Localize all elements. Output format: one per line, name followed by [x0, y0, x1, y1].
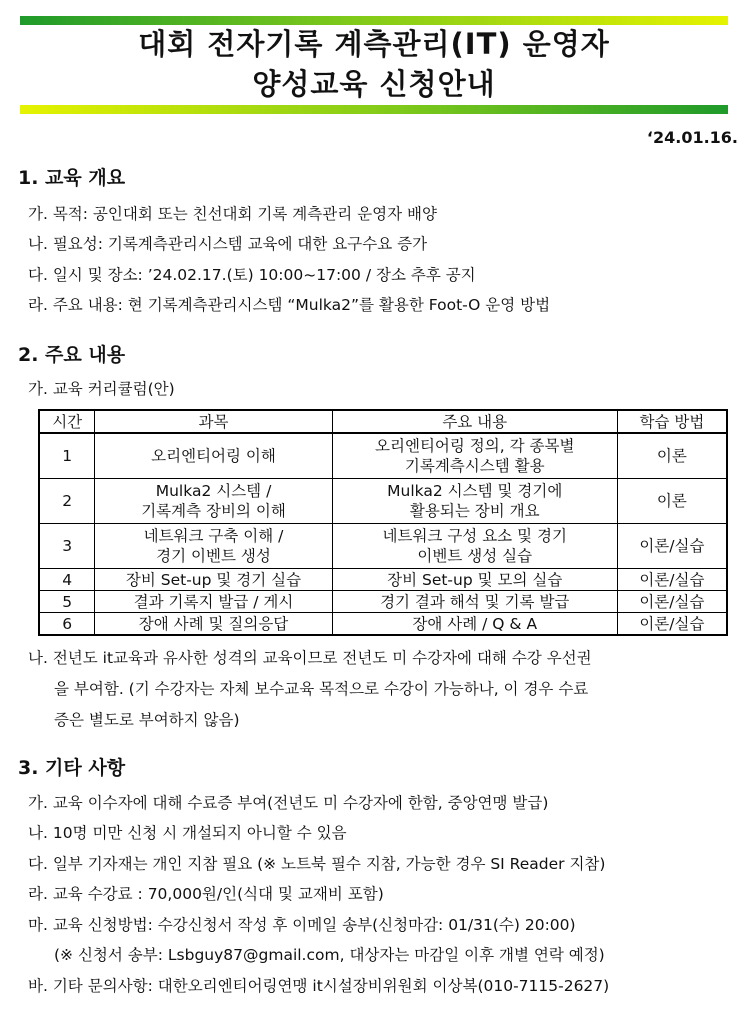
cell-time: 6	[39, 613, 95, 636]
cell-content-line: 활용되는 장비 개요	[409, 502, 540, 520]
section3-item-fee: 라. 교육 수강료 : 70,000원/인(식대 및 교재비 포함)	[28, 885, 384, 903]
cell-subject-line: 네트워크 구축 이해 /	[143, 527, 284, 545]
cell-time: 2	[39, 479, 95, 524]
cell-content: 장비 Set-up 및 모의 실습	[332, 569, 617, 591]
table-row	[39, 613, 727, 636]
cell-method: 이론/실습	[617, 591, 727, 613]
cell-method: 이론/실습	[617, 569, 727, 591]
cell-subject	[95, 524, 332, 569]
table-row	[39, 524, 727, 569]
curriculum-label: 가. 교육 커리큘럼(안)	[28, 380, 175, 398]
bottom-decorative-bar	[20, 105, 728, 114]
priority-note-line2: 을 부여함. (기 수강자는 자체 보수교육 목적으로 수강이 가능하나, 이 경우 수료	[54, 680, 589, 698]
cell-content: 경기 결과 해석 및 기록 발급	[332, 591, 617, 613]
page-title-line1: 대회 전자기록 계측관리(IT) 운영자	[138, 27, 610, 61]
cell-time: 3	[39, 524, 95, 569]
section3-item-application: 마. 교육 신청방법: 수강신청서 작성 후 이메일 송부(신청마감: 01/31(수) 20:00)	[28, 916, 576, 934]
cell-content	[332, 433, 617, 479]
cell-content	[332, 524, 617, 569]
section3-item-certificate: 가. 교육 이수자에 대해 수료증 부여(전년도 미 수강자에 한함, 중앙연맹 발급)	[28, 794, 549, 812]
cell-content	[332, 479, 617, 524]
cell-method: 이론/실습	[617, 524, 727, 569]
cell-content-line: 기록계측시스템 활용	[404, 457, 545, 475]
section1-item-necessity: 나. 필요성: 기록계측관리시스템 교육에 대한 요구수요 증가	[28, 235, 428, 253]
cell-content-line: 이벤트 생성 실습	[417, 547, 533, 565]
table-row	[39, 591, 727, 613]
priority-note-line3: 증은 별도로 부여하지 않음)	[54, 711, 240, 729]
document-date: ‘24.01.16.	[646, 128, 738, 147]
cell-subject: 결과 기록지 발급 / 게시	[95, 591, 332, 613]
top-decorative-bar	[20, 16, 728, 25]
header-method: 학습 방법	[617, 410, 727, 433]
cell-subject	[95, 479, 332, 524]
cell-subject-line: Mulka2 시스템 /	[155, 482, 272, 500]
cell-content: 장애 사례 / Q & A	[332, 613, 617, 636]
priority-note-line1: 나. 전년도 it교육과 유사한 성격의 교육이므로 전년도 미 수강자에 대해 수강 우선권	[28, 649, 592, 667]
cell-method: 이론/실습	[617, 613, 727, 636]
section3-item-email-note: (※ 신청서 송부: Lsbguy87@gmail.com, 대상자는 마감일 이후 개별 연락 예정)	[54, 946, 605, 964]
cell-time: 1	[39, 433, 95, 479]
cell-subject-line: 기록계측 장비의 이해	[141, 502, 286, 520]
page-title-line2: 양성교육 신청안내	[252, 67, 496, 101]
table-header-row	[39, 410, 727, 433]
cell-method: 이론	[617, 479, 727, 524]
header-content: 주요 내용	[332, 410, 617, 433]
cell-content-line: 네트워크 구성 요소 및 경기	[382, 527, 567, 545]
cell-subject	[95, 433, 332, 479]
section3-item-inquiry: 바. 기타 문의사항: 대한오리엔티어링연맹 it시설장비위원회 이상복(010-7115-2627)	[28, 977, 610, 995]
cell-content-line: 오리엔티어링 정의, 각 종목별	[375, 437, 575, 455]
cell-subject: 장애 사례 및 질의응답	[95, 613, 332, 636]
section1-item-purpose: 가. 목적: 공인대회 또는 친선대회 기록 계측관리 운영자 배양	[28, 205, 437, 223]
cell-subject-line: 경기 이벤트 생성	[156, 547, 271, 565]
section3-heading: 3. 기타 사항	[18, 757, 126, 779]
section3-item-equipment: 다. 일부 기자재는 개인 지참 필요 (※ 노트북 필수 지참, 가능한 경우 SI Reader 지참)	[28, 855, 606, 873]
section3-item-minimum: 나. 10명 미만 신청 시 개설되지 아니할 수 있음	[28, 824, 347, 842]
cell-method: 이론	[617, 433, 727, 479]
header-time: 시간	[39, 410, 95, 433]
table-row	[39, 569, 727, 591]
curriculum-table	[38, 409, 728, 636]
table-row	[39, 433, 727, 479]
table-row	[39, 479, 727, 524]
section1-heading: 1. 교육 개요	[18, 167, 126, 189]
header-subject: 과목	[95, 410, 332, 433]
cell-time: 5	[39, 591, 95, 613]
cell-subject-line: 오리엔티어링 이해	[151, 447, 276, 465]
section1-item-contents: 라. 주요 내용: 현 기록계측관리시스템 “Mulka2”를 활용한 Foot-O 운영 방법	[28, 296, 551, 314]
section2-heading: 2. 주요 내용	[18, 344, 126, 366]
cell-content-line: Mulka2 시스템 및 경기에	[387, 482, 563, 500]
cell-time: 4	[39, 569, 95, 591]
cell-subject: 장비 Set-up 및 경기 실습	[95, 569, 332, 591]
section1-item-schedule: 다. 일시 및 장소: ’24.02.17.(토) 10:00~17:00 / 장소 추후 공지	[28, 266, 476, 284]
